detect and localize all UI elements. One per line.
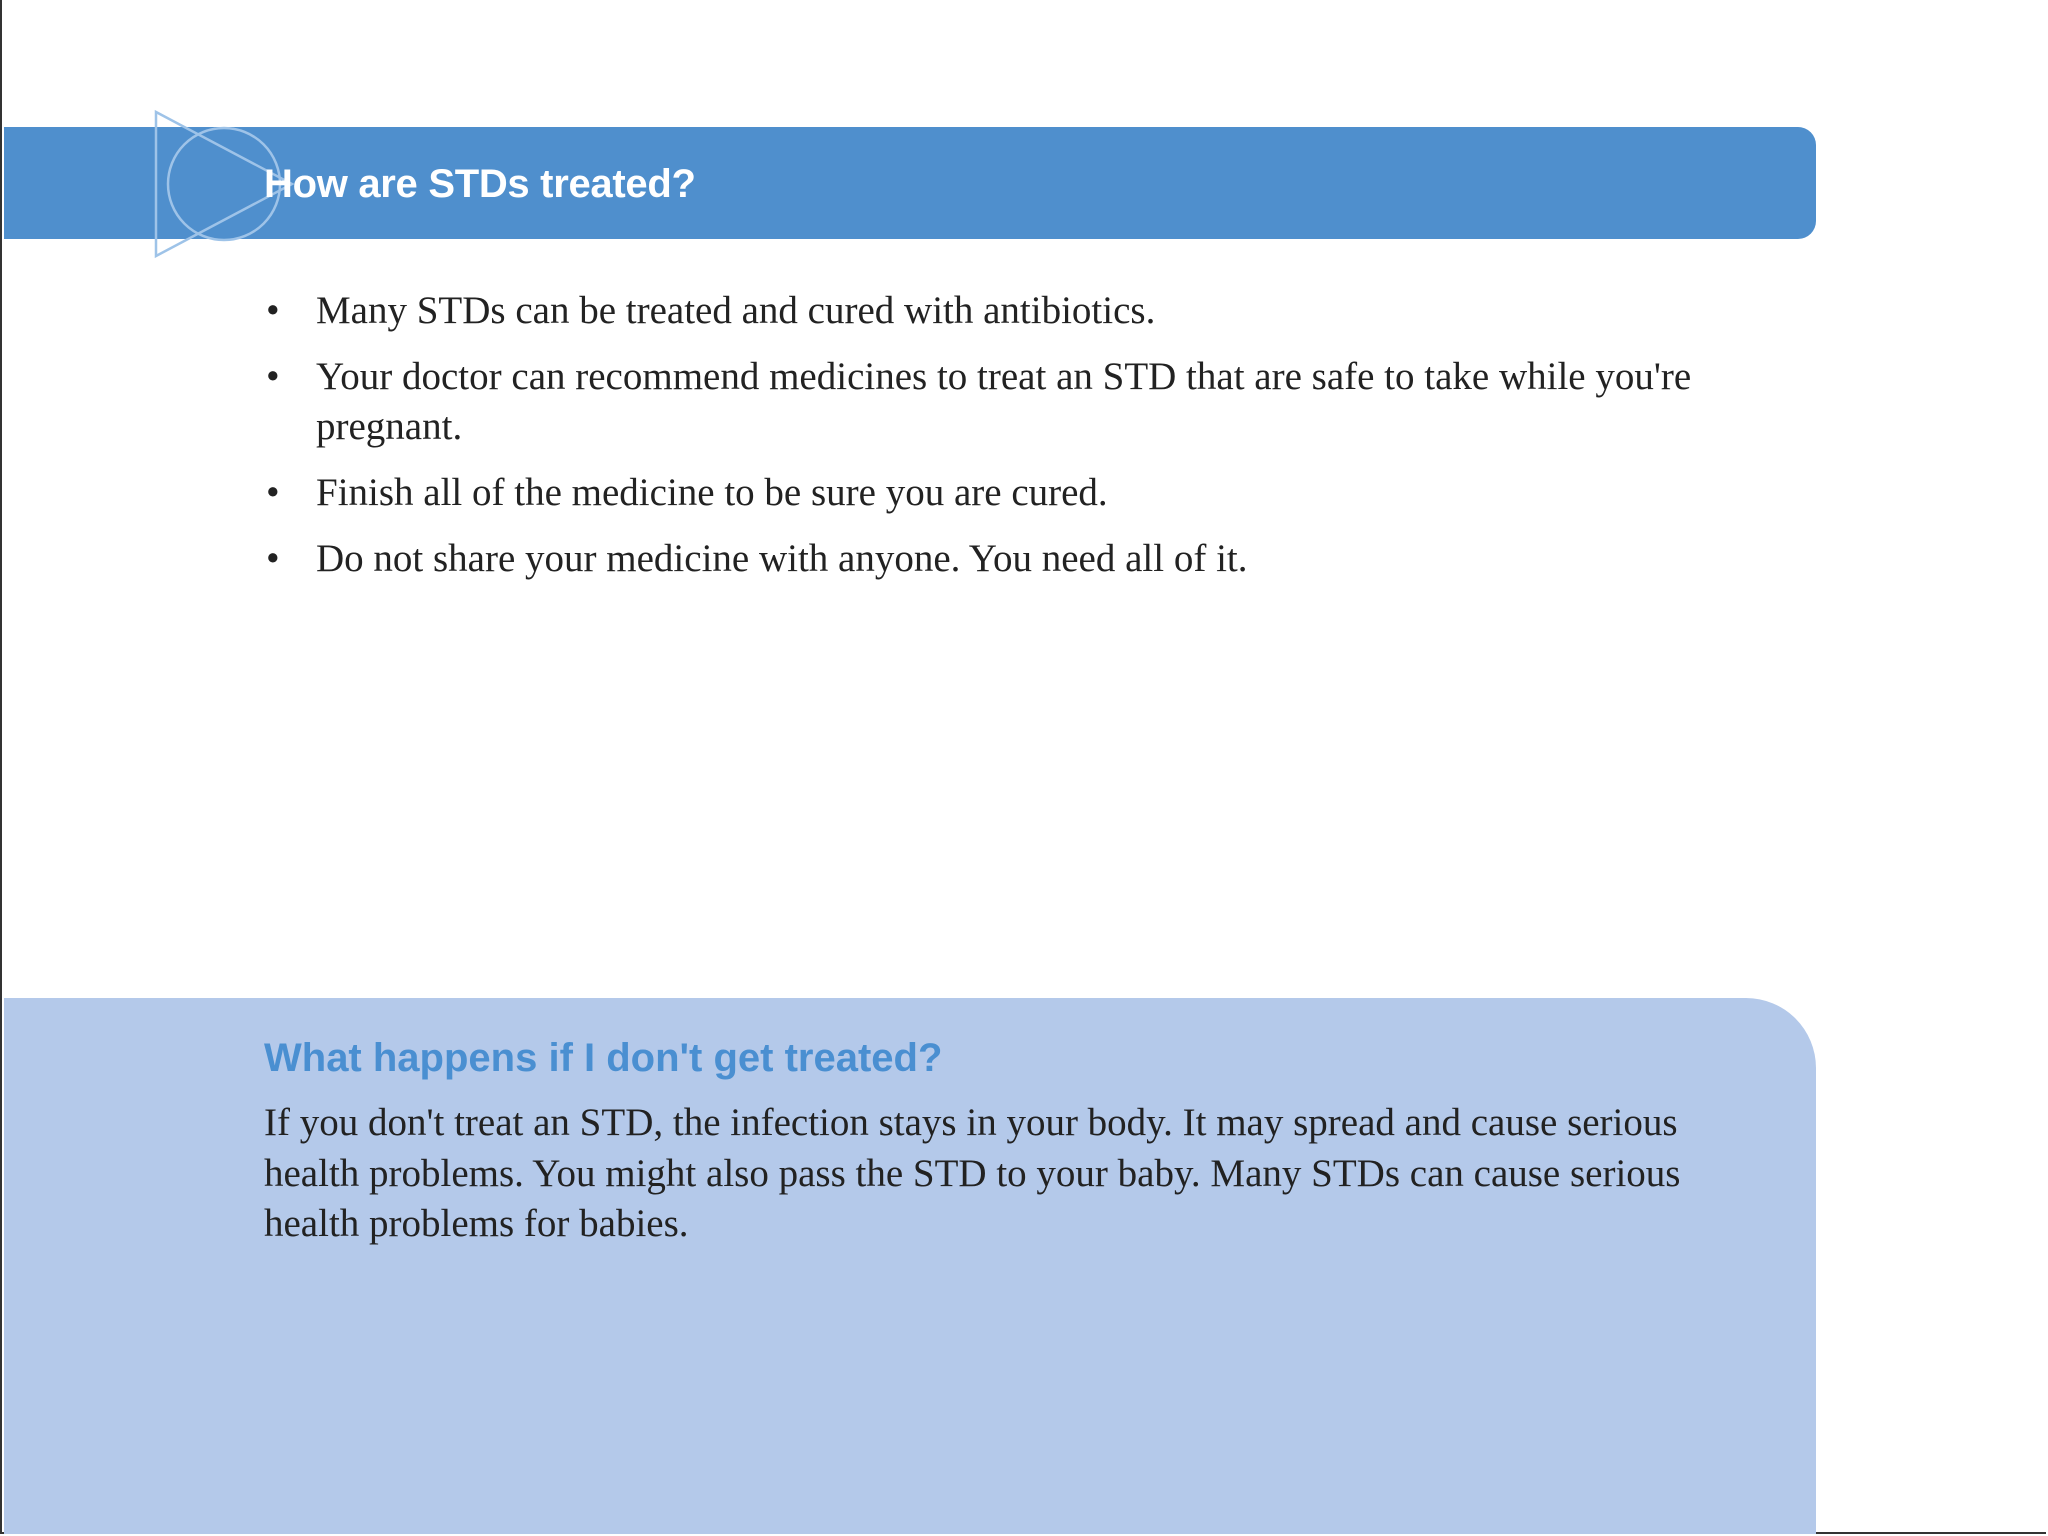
- callout-title: What happens if I don't get treated?: [264, 1036, 943, 1080]
- bullet-marker: •: [266, 289, 280, 332]
- list-item-text: Do not share your medicine with anyone. You need all of it.: [316, 537, 1248, 580]
- list-item: [264, 468, 1724, 518]
- list-item: [264, 352, 1724, 452]
- section-title: How are STDs treated?: [264, 162, 696, 206]
- list-item-text: Many STDs can be treated and cured with antibiotics.: [316, 289, 1156, 332]
- bullet-marker: •: [266, 355, 280, 398]
- list-item-text: Your doctor can recommend medicines to treat an STD that are safe to take while you're pregnant.: [316, 355, 1692, 448]
- list-item: [264, 534, 1724, 584]
- list-item-text: Finish all of the medicine to be sure you are cured.: [316, 471, 1108, 514]
- bullet-marker: •: [266, 471, 280, 514]
- treatment-bullet-list: [264, 286, 1724, 600]
- list-item: [264, 286, 1724, 336]
- callout-body: If you don't treat an STD, the infection stays in your body. It may spread and cause serious health problems. You might also pass the STD to your baby. Many STDs can cause serious health problems for babies.: [264, 1101, 1681, 1245]
- bullet-marker: •: [266, 537, 280, 580]
